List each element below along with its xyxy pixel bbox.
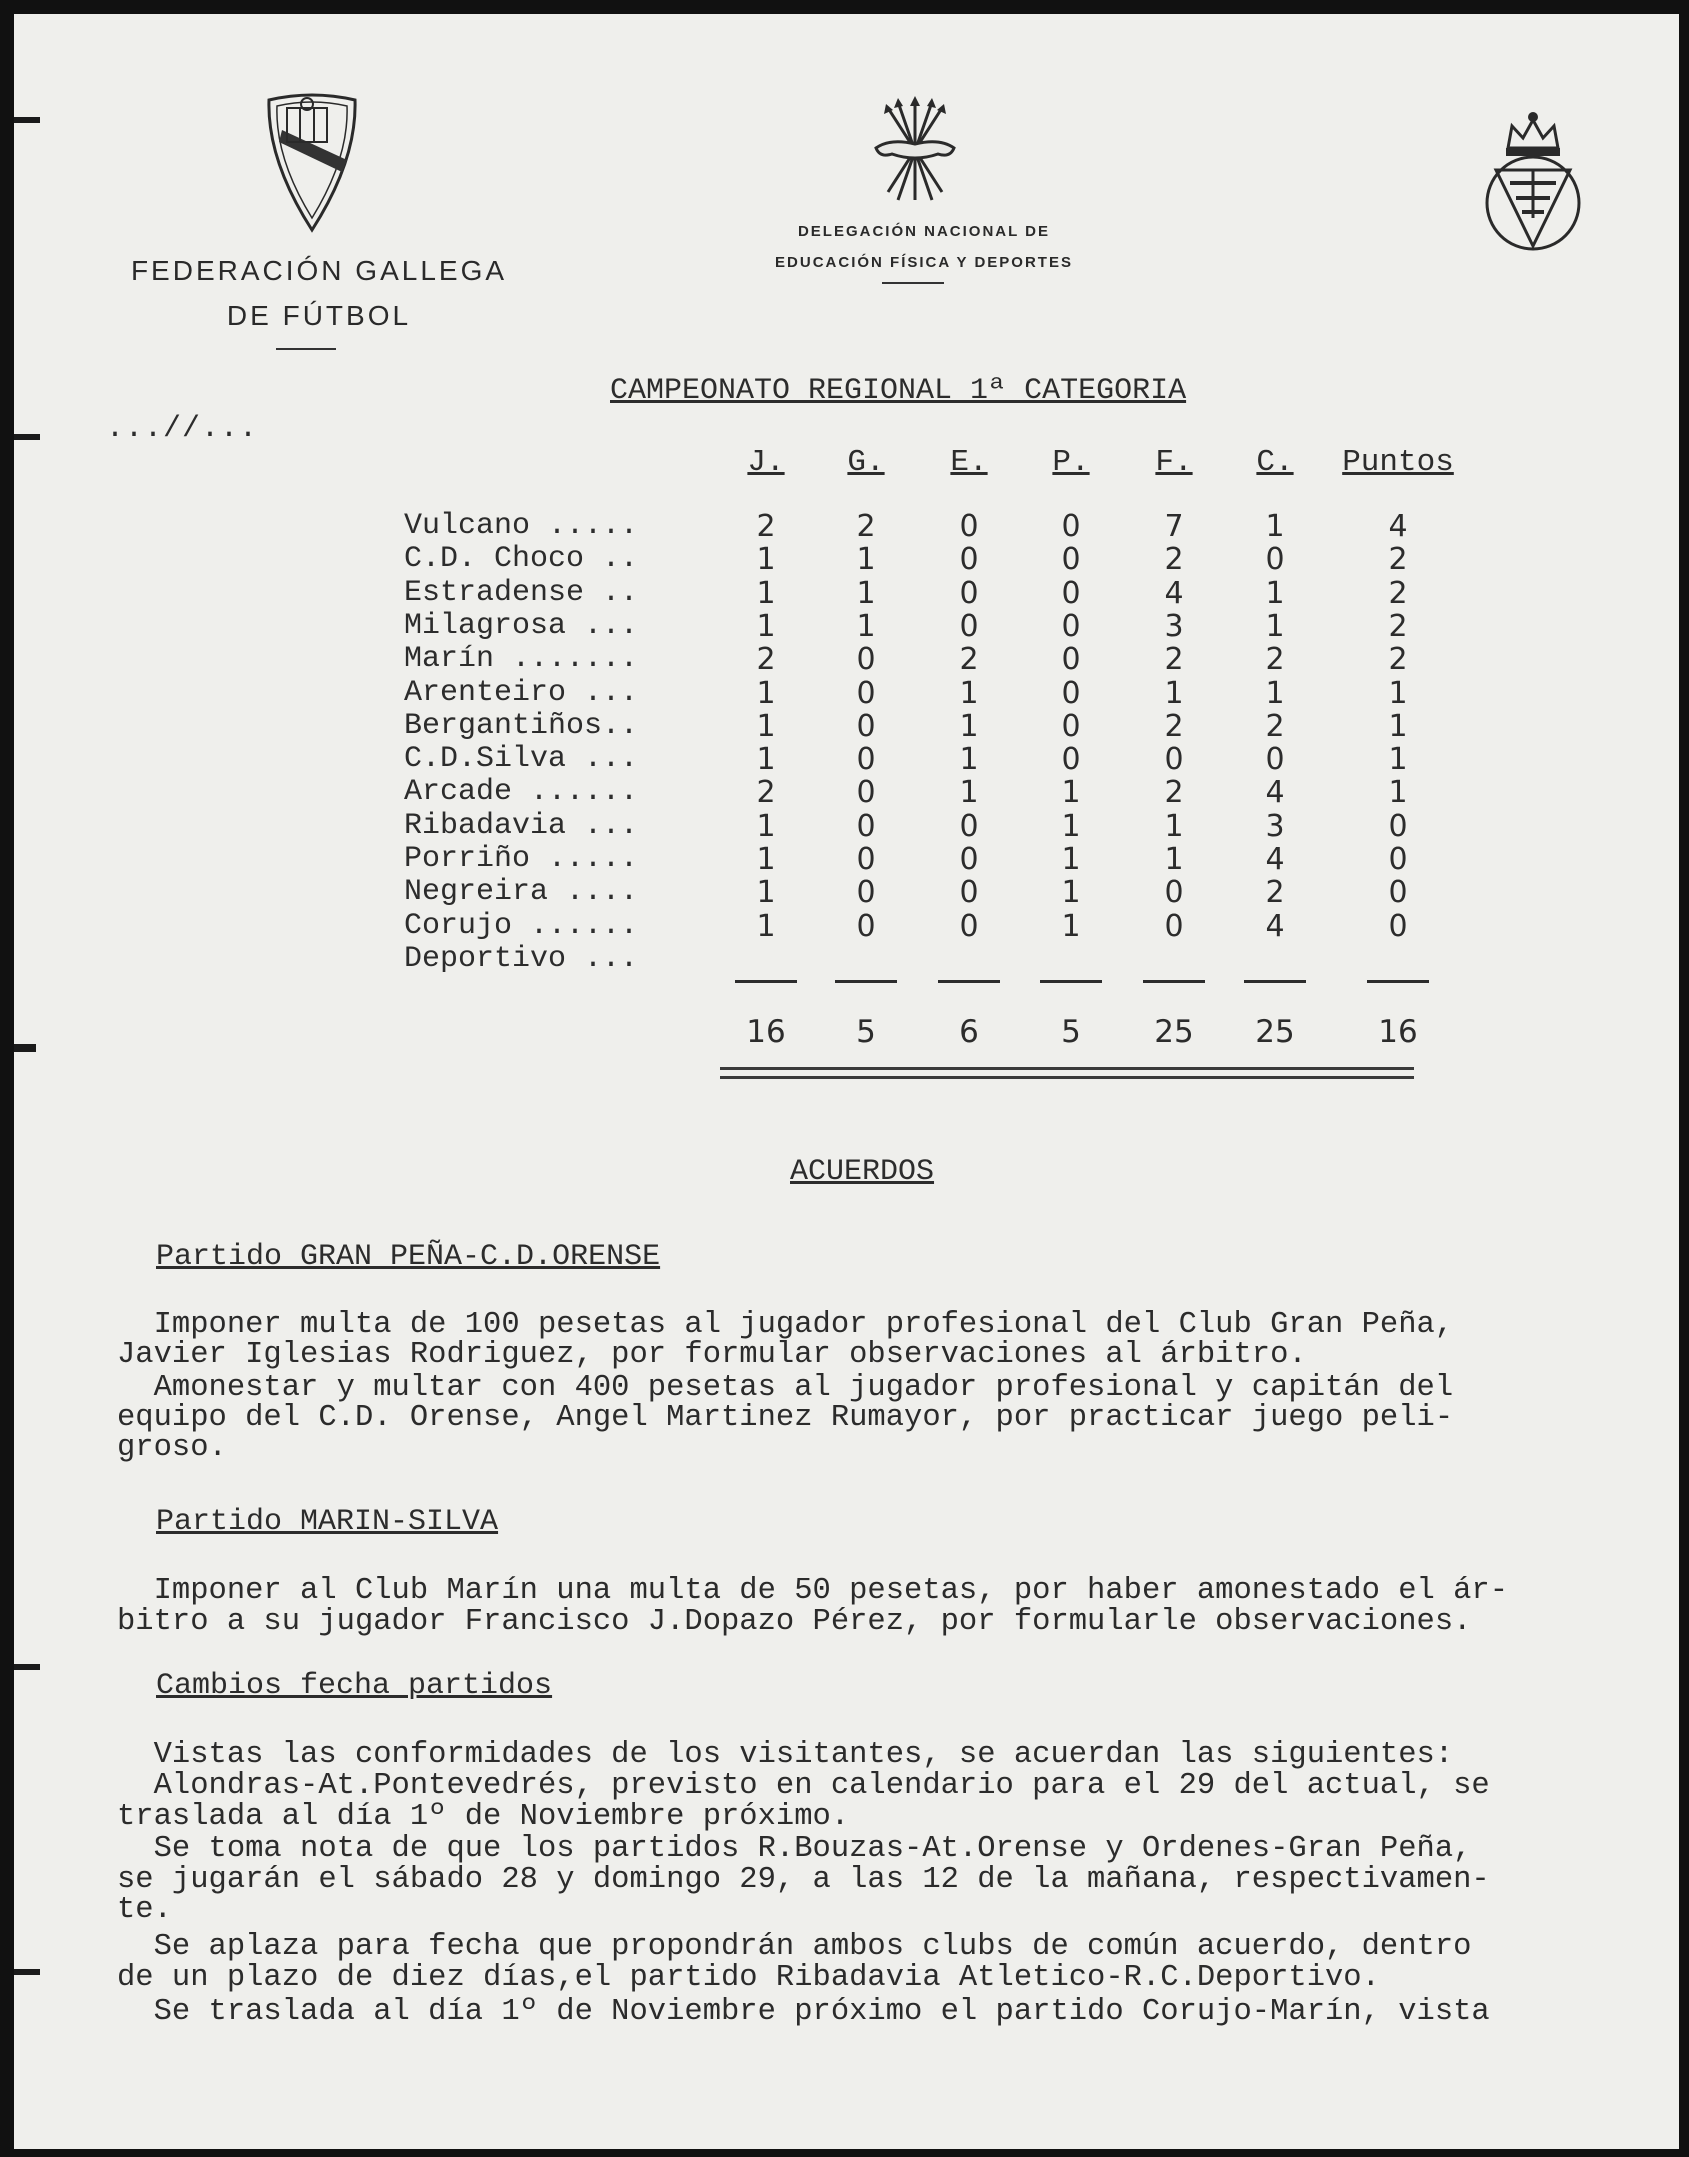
paragraph-line: Se aplaza para fecha que propondrán ambos clubs de común acuerdo, dentro [117,1930,1472,1964]
total-double-rule [720,1067,1414,1079]
table-cell: 0 [856,708,876,744]
table-cell: 0 [1061,742,1081,778]
paragraph-line: Alondras-At.Pontevedrés, previsto en calendario para el 29 del actual, se [117,1769,1490,1803]
column-total: 16 [746,1014,786,1050]
table-cell: 2 [756,775,776,811]
continuation-mark: ...//... [106,412,259,446]
table-cell: 1 [959,708,979,744]
yoke-arrows-emblem-icon [870,96,960,206]
table-cell: 0 [1388,908,1408,944]
column-header: C. [1256,445,1294,480]
table-cell: 1 [1265,608,1285,644]
crowned-crest-icon [1478,108,1588,258]
binder-mark [14,1969,40,1975]
table-cell: 1 [856,608,876,644]
table-cell: 0 [1061,542,1081,578]
federation-name-line1: FEDERACIÓN GALLEGA [130,255,508,286]
table-cell: 0 [1061,509,1081,544]
paragraph-line: groso. [117,1431,227,1465]
team-name: Vulcano ..... [404,509,639,543]
table-cell: 1 [1265,675,1285,711]
paragraph-line: Se toma nota de que los partidos R.Bouzas-At.Orense y Ordenes-Gran Peña, [117,1832,1472,1866]
table-cell: 1 [856,542,876,578]
table-cell: 0 [856,742,876,778]
table-cell: 4 [1265,842,1285,877]
table-cell: 1 [756,542,776,578]
document-page [14,14,1679,2149]
paragraph-line: traslada al día 1º de Noviembre próximo. [117,1800,850,1834]
table-cell: 1 [1388,708,1408,744]
table-cell: 1 [959,742,979,778]
table-cell: 0 [959,575,979,611]
paragraph-line: se jugarán el sábado 28 y domingo 29, a las 12 de la mañana, respectivamen- [117,1863,1490,1897]
table-cell: 0 [1061,608,1081,644]
table-cell: 4 [1164,575,1184,611]
table-cell: 0 [1388,875,1408,911]
section-heading: Partido MARIN-SILVA [156,1505,499,1539]
column-header: G. [847,445,885,480]
empty-value-dash [938,980,1000,983]
team-name: Ribadavia ... [404,808,639,843]
delegation-name-line2: EDUCACIÓN FÍSICA Y DEPORTES [775,254,1073,271]
table-cell: 0 [1061,575,1081,611]
table-cell: 2 [1265,642,1285,678]
paragraph-line: de un plazo de diez días,el partido Ribadavia Atletico-R.C.Deportivo. [117,1961,1380,1995]
table-cell: 0 [856,675,876,711]
table-cell: 7 [1164,509,1184,544]
table-cell: 1 [756,908,776,944]
paragraph-line: te. [117,1893,172,1927]
table-cell: 1 [1164,675,1184,711]
table-cell: 4 [1265,775,1285,811]
table-cell: 1 [1388,742,1408,778]
empty-value-dash [1143,980,1205,983]
table-cell: 0 [1164,908,1184,944]
table-cell: 0 [856,808,876,844]
table-cell: 0 [1061,675,1081,711]
table-cell: 0 [959,842,979,877]
binder-mark [14,434,40,440]
column-header: F. [1155,445,1193,480]
table-cell: 0 [1164,742,1184,778]
table-cell: 2 [1388,608,1408,644]
table-cell: 0 [1061,642,1081,678]
team-name: Porriño ..... [404,842,639,876]
section-heading: Partido GRAN PEÑA-C.D.ORENSE [156,1240,661,1274]
table-cell: 1 [1061,775,1081,811]
table-cell: 2 [756,509,776,544]
team-name: Arcade ...... [404,775,639,810]
column-header: E. [950,445,988,480]
table-cell: 1 [1388,775,1408,811]
table-cell: 1 [756,708,776,744]
table-cell: 2 [1164,708,1184,744]
divider [276,348,336,350]
table-cell: 2 [1388,542,1408,578]
table-cell: 1 [756,575,776,611]
section-heading: Cambios fecha partidos [156,1669,553,1703]
column-total: 5 [856,1014,876,1050]
delegation-name-line1: DELEGACIÓN NACIONAL DE [797,223,1051,240]
table-cell: 2 [856,509,876,544]
table-cell: 1 [856,575,876,611]
table-cell: 1 [1265,509,1285,544]
binder-mark [14,1664,40,1670]
column-header: Puntos [1342,445,1454,480]
column-header: J. [747,445,785,480]
empty-value-dash [735,980,797,983]
table-cell: 0 [959,808,979,844]
table-cell: 2 [1164,775,1184,811]
table-cell: 1 [959,775,979,811]
table-cell: 0 [1061,708,1081,744]
table-cell: 2 [1265,708,1285,744]
team-name: Arenteiro ... [404,675,639,710]
team-name: Deportivo ... [404,941,639,976]
column-total: 25 [1154,1014,1194,1050]
table-cell: 1 [1388,675,1408,711]
table-cell: 2 [1388,642,1408,678]
table-cell: 2 [756,642,776,678]
paragraph-line: Imponer multa de 100 pesetas al jugador profesional del Club Gran Peña, [117,1308,1454,1342]
table-cell: 1 [1164,808,1184,844]
federation-crest-icon [257,90,367,240]
team-name: Marín ....... [404,642,639,677]
team-name: Negreira .... [404,875,639,910]
empty-value-dash [1244,980,1306,983]
table-cell: 0 [856,642,876,678]
table-cell: 1 [1061,908,1081,944]
table-cell: 2 [959,642,979,678]
table-cell: 1 [1061,808,1081,844]
table-cell: 0 [856,775,876,811]
table-cell: 0 [856,908,876,944]
column-total: 6 [959,1014,979,1050]
acuerdos-title: ACUERDOS [790,1155,935,1189]
paragraph-line: Se traslada al día 1º de Noviembre próximo el partido Corujo-Marín, vista [117,1995,1490,2029]
column-total: 25 [1255,1014,1295,1050]
column-total: 5 [1061,1014,1081,1050]
table-cell: 0 [959,908,979,944]
table-cell: 2 [1388,575,1408,611]
table-cell: 0 [856,842,876,877]
paragraph-line: equipo del C.D. Orense, Angel Martinez Rumayor, por practicar juego peli- [117,1401,1454,1435]
table-cell: 4 [1388,509,1408,544]
paragraph-line: Amonestar y multar con 400 pesetas al jugador profesional y capitán del [117,1371,1454,1405]
table-cell: 1 [756,875,776,911]
table-cell: 0 [1388,842,1408,877]
table-cell: 0 [959,608,979,644]
table-cell: 0 [959,542,979,578]
empty-value-dash [1367,980,1429,983]
table-cell: 0 [959,509,979,544]
team-name: C.D. Choco .. [404,542,639,577]
table-cell: 0 [959,875,979,911]
table-cell: 0 [1164,875,1184,911]
table-cell: 1 [756,675,776,711]
team-name: Milagrosa ... [404,608,639,643]
column-total: 16 [1378,1014,1418,1050]
table-cell: 1 [1164,842,1184,877]
team-name: Bergantiños.. [404,708,639,743]
table-cell: 1 [1061,875,1081,911]
team-name: Corujo ...... [404,908,639,943]
table-cell: 1 [1061,842,1081,877]
table-cell: 0 [1265,742,1285,778]
table-cell: 0 [1388,808,1408,844]
paragraph-line: bitro a su jugador Francisco J.Dopazo Pérez, por formularle observaciones. [117,1605,1472,1639]
empty-value-dash [835,980,897,983]
table-cell: 4 [1265,908,1285,944]
table-cell: 3 [1265,808,1285,844]
table-cell: 1 [756,742,776,778]
table-cell: 3 [1164,608,1184,644]
paragraph-line: Vistas las conformidades de los visitantes, se acuerdan las siguientes: [117,1738,1454,1772]
table-cell: 1 [756,608,776,644]
empty-value-dash [1040,980,1102,983]
paragraph-line: Javier Iglesias Rodriguez, por formular observaciones al árbitro. [117,1338,1307,1372]
binder-mark [14,117,40,123]
table-cell: 2 [1265,875,1285,911]
table-cell: 0 [856,875,876,911]
table-cell: 2 [1164,542,1184,578]
table-cell: 2 [1164,642,1184,678]
paragraph-line: Imponer al Club Marín una multa de 50 pesetas, por haber amonestado el ár- [117,1574,1509,1608]
column-header: P. [1052,445,1090,480]
table-cell: 1 [756,842,776,877]
table-cell: 1 [959,675,979,711]
divider [882,282,944,284]
standings-title: CAMPEONATO REGIONAL 1ª CATEGORIA [610,374,1187,408]
team-name: Estradense .. [404,575,639,610]
table-cell: 1 [756,808,776,844]
table-cell: 1 [1265,575,1285,611]
table-cell: 0 [1265,542,1285,578]
team-name: C.D.Silva ... [404,742,639,777]
federation-name-line2: DE FÚTBOL [226,300,412,331]
binder-mark [14,1044,36,1052]
